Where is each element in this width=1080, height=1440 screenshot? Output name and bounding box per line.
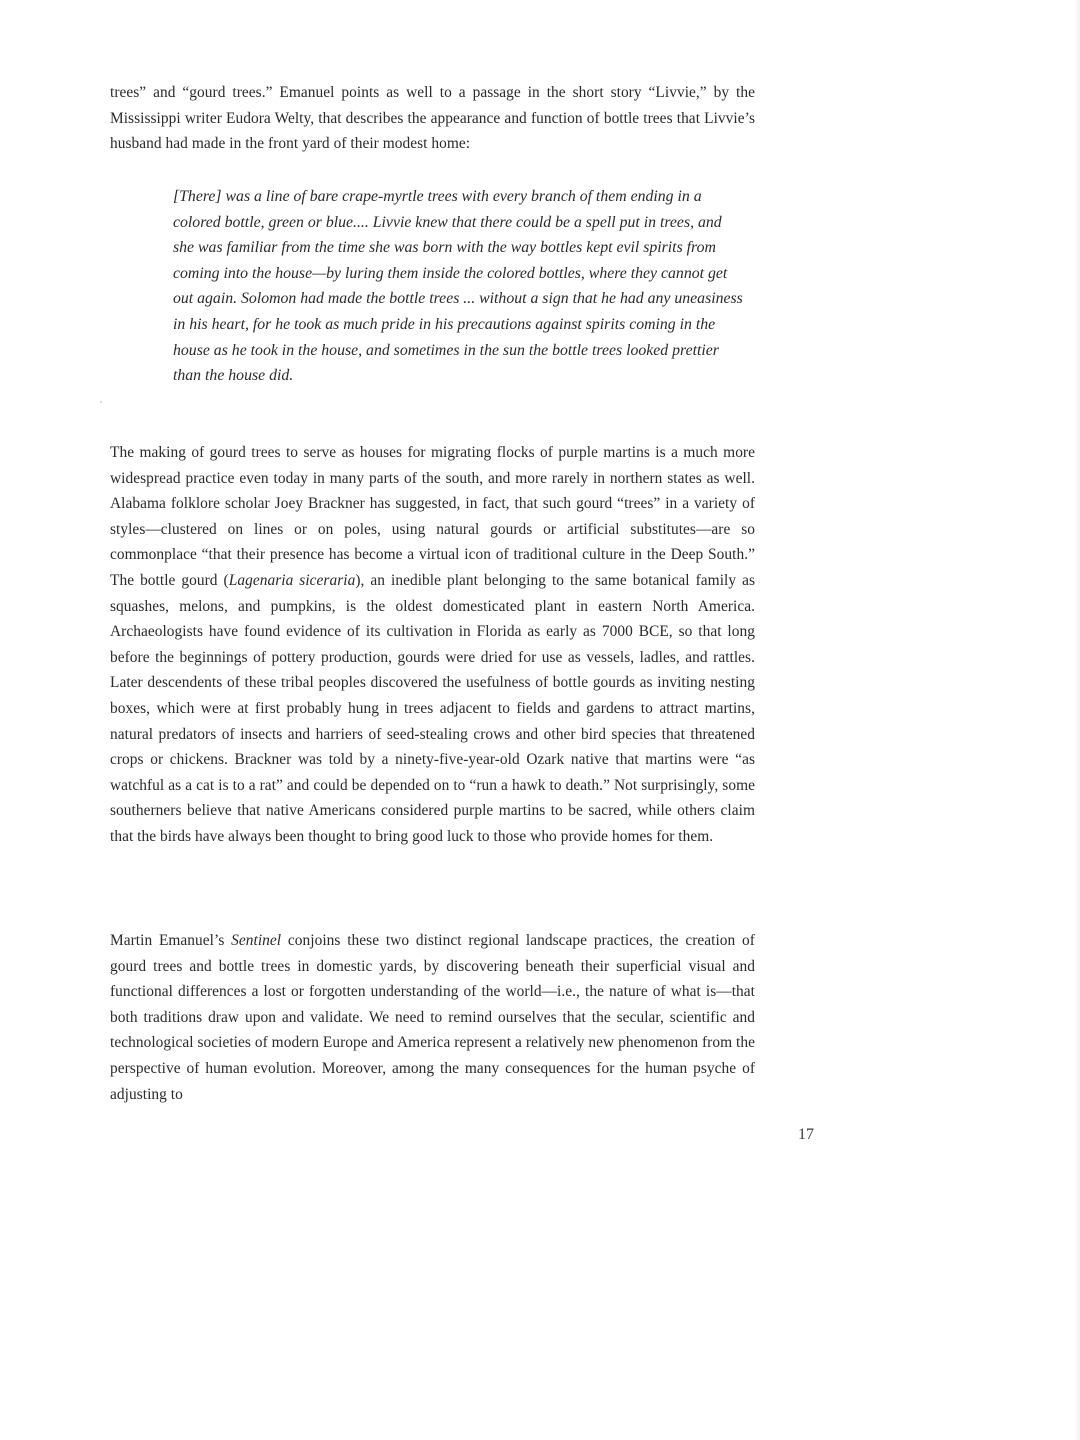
paragraph-3-text-end: conjoins these two distinct regional landscape practices, the creation of gourd trees and bottle trees in domestic yards, by discovering beneath their superficial visual and functional differences a lost or forgotten understanding of the world—i.e., the nature of what is—that both traditions draw upon and validate. We need to remind ourselves that the secular, scientific and technological societies of modern Europe and America represent a relatively new phenomenon from the perspective of human evolution. Moreover, among the many consequences for the human psyche of adjusting to (110, 932, 755, 1103)
scan-speck (100, 401, 102, 403)
body-paragraph-2 (110, 440, 755, 850)
artwork-title: Sentinel (231, 932, 282, 949)
species-name: Lagenaria siceraria (228, 571, 356, 589)
paragraph-1-text: trees” and “gourd trees.” Emanuel points as well to a passage in the short story “Livvie,” by the Mississippi writer Eudora Welty, that describes the appearance and function of bottle trees that Livvie’s husband had made in the front yard of their modest home: (110, 84, 755, 153)
page-number: 17 (798, 1126, 814, 1143)
scan-edge-shadow (1074, 0, 1080, 1440)
block-quote (173, 184, 743, 389)
block-quote-text: [There] was a line of bare crape-myrtle trees with every branch of them ending in a colored bottle, green or blue.... Livvie knew that there could be a spell put in trees, and she was familiar from the time she was born with the way bottles kept evil spirits from coming into the house—by luring them inside the colored bottles, where they cannot get out again. Solomon had made the bottle trees ... without a sign that he had any uneasiness in his heart, for he took as much pride in his precautions against spirits coming in the house as he took in the house, and sometimes in the sun the bottle trees looked prettier than the house did. (173, 188, 743, 385)
paragraph-2-text-end: ), an inedible plant belonging to the same botanical family as squashes, melons, and pumpkins, is the oldest domesticated plant in eastern North America. Archaeologists have found evidence of its cultivation in Florida as early as 7000 BCE, so that long before the beginnings of pottery production, gourds were dried for use as vessels, ladles, and rattles. Later descendents of these tribal peoples discovered the usefulness of bottle gourds as inviting nesting boxes, which were at first probably hung in trees adjacent to fields and gardens to attract martins, natural predators of insects and harriers of seed-stealing crows and other bird species that threatened crops or chickens. Brackner was told by a ninety-five-year-old Ozark native that martins were “as watchful as a cat is to a rat” and could be depended on to “run a hawk to death.” Not surprisingly, some southerners believe that native Americans considered purple martins to be sacred, while others claim that the birds have always been thought to bring good luck to those who provide homes for them. (110, 571, 756, 845)
body-paragraph-1 (110, 80, 755, 157)
body-paragraph-3 (110, 928, 755, 1107)
paragraph-2-text-start: The making of gourd trees to serve as houses for migrating flocks of purple martins is a much more widespread practice even today in many parts of the south, and more rarely in northern states as well. Alabama folklore scholar Joey Brackner has suggested, in fact, that such gourd “trees” in a variety of styles—clustered on lines or on poles, using natural gourds or artificial substitutes—are so commonplace “that their presence has become a virtual icon of traditional culture in the Deep South.” The bottle gourd ( (110, 444, 755, 589)
paragraph-3-text-start: Martin Emanuel’s (110, 932, 232, 949)
